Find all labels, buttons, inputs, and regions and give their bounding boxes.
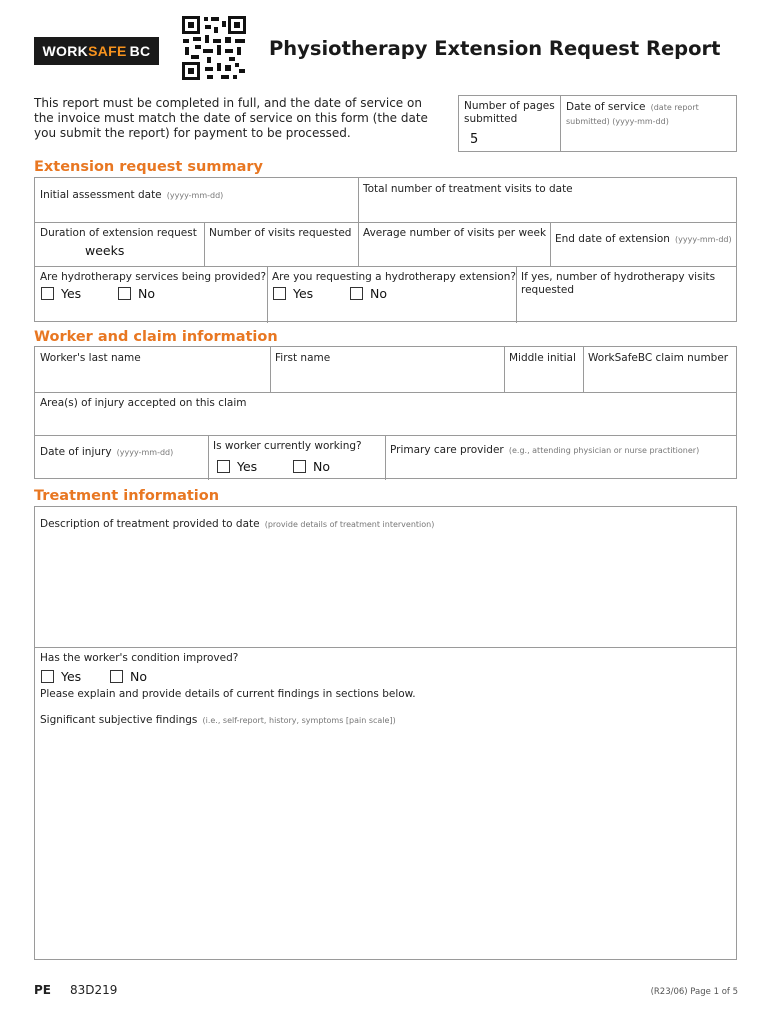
initial-assessment-label: Initial assessment date: [40, 189, 162, 201]
extension-grid: [34, 177, 737, 322]
checkbox-icon[interactable]: [41, 287, 54, 300]
pcp-label: Primary care provider: [390, 444, 504, 456]
checkbox-icon[interactable]: [110, 670, 123, 683]
initial-assessment-hint: (yyyy-mm-dd): [166, 191, 224, 200]
no-label: No: [138, 286, 155, 301]
checkbox-icon[interactable]: [293, 460, 306, 473]
no-label: No: [313, 459, 330, 474]
page-info: (R23/06) Page 1 of 5: [650, 987, 738, 997]
logo-safe-text: SAFE: [88, 43, 127, 59]
logo-bc-text: BC: [129, 43, 151, 59]
date-service-label: Date of service: [566, 101, 646, 113]
subjective-label: Significant subjective findings: [40, 714, 198, 726]
hydro-ext-yes[interactable]: [273, 286, 313, 301]
visits-requested-field[interactable]: Number of visits requested: [209, 227, 352, 239]
hydro-provided-yes[interactable]: [41, 286, 81, 301]
explain-text: Please explain and provide details of current findings in sections below.: [40, 688, 416, 700]
date-of-service-field[interactable]: [566, 100, 731, 127]
primary-care-field[interactable]: [385, 433, 704, 462]
duration-weeks[interactable]: weeks: [85, 243, 125, 258]
worker-grid: [34, 346, 737, 479]
subjective-hint: (i.e., self-report, history, symptoms [pain scale]): [202, 716, 396, 725]
checkbox-icon[interactable]: [273, 287, 286, 300]
form-prefix: PE: [34, 983, 51, 997]
intro-text: This report must be completed in full, and the date of service on the invoice must match the date of service on this form (the date you submit the report) for payment to be processed.: [34, 96, 428, 140]
pcp-hint: (e.g., attending physician or nurse practitioner): [508, 446, 700, 455]
desc-label: Description of treatment provided to date: [40, 518, 260, 530]
extension-heading: Extension request summary: [34, 159, 263, 175]
yes-label: Yes: [293, 286, 314, 301]
desc-hint: (provide details of treatment intervention): [264, 520, 435, 529]
pages-label: Number of pages submitted: [464, 100, 555, 125]
subjective-findings-field[interactable]: [40, 708, 730, 956]
yes-label: Yes: [61, 286, 82, 301]
yes-label: Yes: [237, 459, 258, 474]
page-title: Physiotherapy Extension Request Report: [269, 37, 721, 60]
doi-label: Date of injury: [40, 446, 112, 458]
claim-number-field[interactable]: WorkSafeBC claim number: [588, 352, 729, 364]
working-no[interactable]: [293, 459, 330, 474]
qr-code-icon: [181, 15, 247, 81]
doi-hint: (yyyy-mm-dd): [116, 448, 174, 457]
hydro-provided-no[interactable]: [118, 286, 155, 301]
first-name-field[interactable]: First name: [275, 352, 331, 364]
checkbox-icon[interactable]: [217, 460, 230, 473]
duration-label: Duration of extension request: [40, 227, 197, 239]
hydro-visits-field[interactable]: If yes, number of hydrotherapy visits requested: [521, 271, 716, 296]
avg-visits-field[interactable]: Average number of visits per week: [363, 227, 547, 239]
pages-date-box: [458, 95, 737, 152]
hydro-provided-label: Are hydrotherapy services being provided?: [40, 271, 267, 283]
pages-value[interactable]: 5: [470, 132, 479, 147]
working-label: Is worker currently working?: [213, 440, 362, 452]
improved-label: Has the worker's condition improved?: [40, 652, 239, 664]
end-date-hint: (yyyy-mm-dd): [675, 235, 732, 244]
treatment-grid: [34, 506, 737, 960]
end-date-field[interactable]: [550, 222, 737, 251]
worksafebc-logo: [34, 37, 159, 65]
checkbox-icon[interactable]: [350, 287, 363, 300]
treatment-description-field[interactable]: [35, 507, 735, 647]
end-date-label: End date of extension: [555, 233, 670, 245]
hydro-ext-label: Are you requesting a hydrotherapy extension?: [272, 271, 516, 283]
hydro-ext-no[interactable]: [350, 286, 387, 301]
improved-yes[interactable]: [41, 669, 81, 684]
logo-work-text: WORK: [42, 43, 89, 59]
last-name-field[interactable]: Worker's last name: [40, 352, 141, 364]
initial-assessment-field[interactable]: [35, 178, 358, 207]
improved-no[interactable]: [110, 669, 147, 684]
total-visits-field[interactable]: Total number of treatment visits to date: [363, 183, 573, 195]
no-label: No: [130, 669, 147, 684]
date-service-hint: (date report submitted) (yyyy-mm-dd): [566, 103, 699, 126]
middle-initial-field[interactable]: Middle initial: [509, 352, 576, 364]
form-code: 83D219: [70, 983, 118, 997]
no-label: No: [370, 286, 387, 301]
working-yes[interactable]: [217, 459, 257, 474]
checkbox-icon[interactable]: [41, 670, 54, 683]
areas-of-injury-field[interactable]: Area(s) of injury accepted on this claim: [40, 397, 247, 409]
date-of-injury-field[interactable]: [35, 435, 178, 464]
yes-label: Yes: [61, 669, 82, 684]
checkbox-icon[interactable]: [118, 287, 131, 300]
worker-heading: Worker and claim information: [34, 329, 278, 345]
treatment-heading: Treatment information: [34, 488, 220, 504]
